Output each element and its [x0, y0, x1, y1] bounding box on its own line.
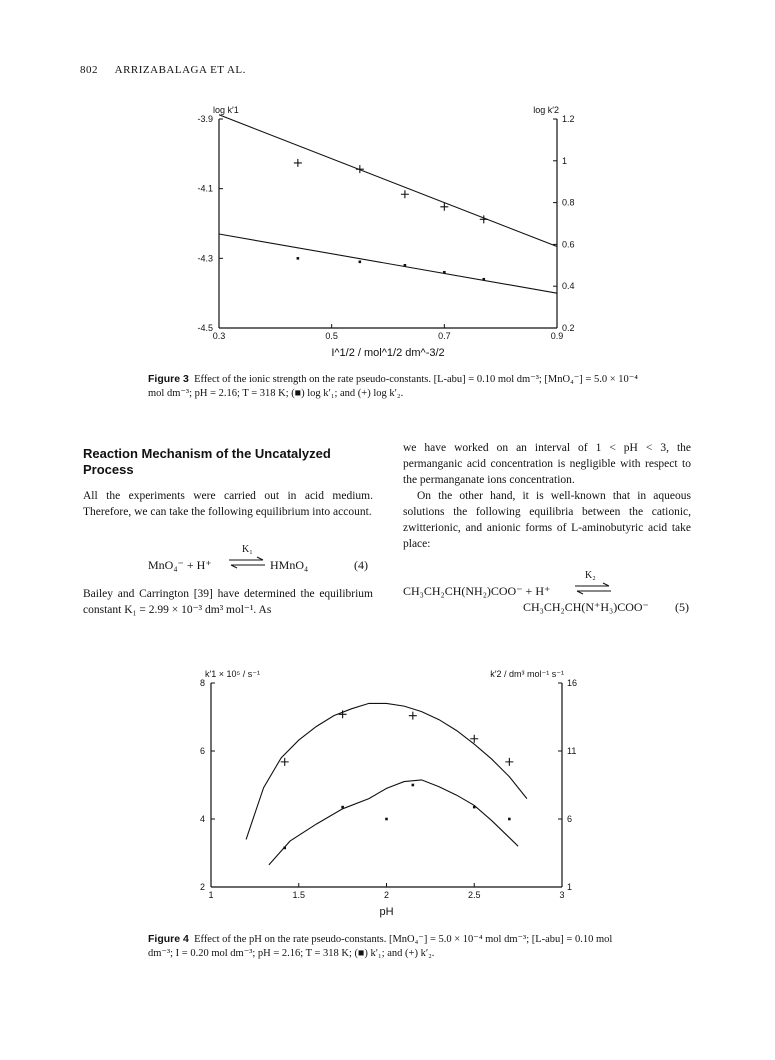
fig4-y-right-tick-label: 11: [567, 746, 577, 756]
running-title: ARRIZABALAGA ET AL.: [114, 64, 246, 76]
fig4-x-tick-label: 1.5: [292, 890, 306, 900]
fig4-k1-line: [269, 780, 518, 865]
figure-4-axes: [211, 683, 562, 887]
figure-3-chart: [0, 0, 775, 370]
figure-3-caption-text: Effect of the ionic strength on the rate pseudo-constants. [L-abu] = 0.10 mol dm⁻³; [MnO₄⁻] = 5.0 × 10⁻⁴ mol dm⁻³; pH = 2.16; T = 318 K; (■) log k′₁; and (+) log k′₂.: [148, 374, 638, 399]
equation-4-rhs: HMnO₄: [270, 558, 309, 572]
fig4-k1-point: [385, 818, 388, 821]
equation-5-number: (5): [675, 600, 689, 614]
fig3-k2-point: [356, 165, 364, 173]
fig3-k1-point: [297, 257, 300, 260]
fig3-y-right-tick-label: 0.6: [562, 239, 575, 250]
equation-5-rhs: CH₃CH₂CH(N⁺H₃)COO⁻: [523, 600, 649, 614]
fig4-y-left-label: k′1 × 10⁵ / s⁻¹: [205, 669, 260, 679]
fig4-k2-point: [409, 712, 417, 720]
paragraph-2: Bailey and Carrington [39] have determined the equilibrium constant K₁ = 2.99 × 10⁻³ dm³ mol⁻¹. As: [83, 588, 373, 616]
fig4-y-left-tick-label: 4: [199, 814, 205, 824]
fig4-y-right-tick-label: 16: [567, 678, 578, 688]
fig3-k1-point: [443, 271, 446, 274]
figure-4-labels: [200, 669, 577, 918]
fig4-k2-point: [281, 758, 289, 766]
figure-4-caption-label: Figure 4: [148, 933, 189, 945]
fig3-x-tick-label: 0.9: [550, 331, 564, 341]
fig4-x-tick-label: 3: [559, 890, 565, 900]
fig4-k1-point: [412, 784, 415, 787]
figure-3-caption-label: Figure 3: [148, 373, 189, 385]
fig4-y-right-tick-label: 1: [567, 882, 573, 892]
figure-4-chart: [0, 650, 775, 930]
figure-3-marks: [219, 115, 557, 293]
fig3-k2-point: [294, 159, 302, 167]
fig4-y-right-label: k′2 / dm³ mol⁻¹ s⁻¹: [490, 669, 564, 679]
fig4-x-axis-label: pH: [379, 906, 394, 918]
figure-3-labels: [197, 105, 574, 359]
fig3-x-tick-label: 0.5: [325, 331, 338, 341]
equation-4: [148, 546, 380, 580]
fig3-y-right-label: log k′2: [533, 105, 559, 115]
equilibrium-arrow-icon: [573, 582, 613, 596]
fig4-k1-point: [341, 806, 344, 809]
fig3-x-tick-label: 0.7: [438, 331, 451, 341]
equilibrium-arrow-icon: [227, 556, 267, 570]
fig3-y-left-label: log k′1: [213, 105, 239, 115]
fig3-k1-point: [359, 261, 362, 264]
paragraph-4: On the other hand, it is well-known that in aqueous solutions the following equilibria between the cationic, zwitterionic, and anionic forms of L-aminobutyric acid take place:: [403, 490, 691, 550]
fig3-y-right-tick-label: 1.2: [562, 114, 575, 124]
fig3-y-right-tick-label: 0.2: [562, 323, 575, 333]
fig3-y-right-tick-label: 0.8: [562, 197, 575, 208]
fig4-y-left-tick-label: 8: [199, 678, 205, 688]
figure-3-axes: [219, 119, 557, 328]
equation-4-lhs: MnO₄⁻ + H⁺: [148, 558, 212, 572]
fig4-x-tick-label: 2: [383, 890, 390, 900]
figure-4-caption-text: Effect of the pH on the rate pseudo-constants. [MnO₄⁻] = 5.0 × 10⁻⁴ mol dm⁻³; [L-abu] = 0.10 mol dm⁻³; I = 0.20 mol dm⁻³; pH = 2.16; T = 318 K; (■) k′₁; and (+) k′₂.: [148, 934, 613, 959]
page-number: 802: [80, 64, 98, 76]
equation-5: [403, 570, 693, 616]
fig4-x-tick-label: 2.5: [467, 890, 481, 900]
equation-4-number: (4): [354, 558, 368, 572]
fig3-k1-line: [219, 234, 557, 293]
fig3-y-left-tick-label: -4.3: [197, 253, 213, 264]
paragraph-3: we have worked on an interval of 1 < pH < 3, the permanganic acid concentration is negligible with respect to the permanganate ions concentration.: [403, 442, 691, 486]
fig4-k2-point: [505, 758, 513, 766]
fig3-y-right-tick-label: 1: [562, 155, 568, 166]
fig4-y-left-tick-label: 2: [199, 882, 205, 892]
fig3-k2-point: [401, 190, 409, 198]
fig4-k1-point: [508, 818, 511, 821]
figure-4-marks: [246, 703, 527, 865]
fig4-y-right-tick-label: 6: [567, 814, 573, 824]
figure-3-caption: [148, 372, 638, 401]
section-heading: Reaction Mechanism of the Uncatalyzed Process: [83, 446, 331, 477]
fig3-y-right-tick-label: 0.4: [562, 281, 575, 292]
fig3-x-axis-label: I^1/2 / mol^1/2 dm^-3/2: [331, 347, 445, 359]
fig3-y-left-tick-label: -3.9: [197, 114, 213, 124]
figure-4-caption: [148, 932, 638, 961]
paragraph-1: All the experiments were carried out in acid medium. Therefore, we can take the following equilibrium into account.: [83, 490, 373, 518]
fig4-y-left-tick-label: 6: [199, 746, 205, 756]
equation-5-constant: K₂: [585, 570, 596, 581]
fig3-k1-point: [482, 278, 485, 281]
equation-5-lhs: CH₃CH₂CH(NH₂)COO⁻ + H⁺: [403, 584, 551, 598]
equation-4-constant: K₁: [242, 544, 253, 555]
fig3-y-left-tick-label: -4.5: [197, 323, 213, 333]
fig4-x-tick-label: 1: [208, 890, 214, 900]
fig3-k2-line: [219, 115, 557, 247]
fig3-y-left-tick-label: -4.1: [197, 183, 213, 194]
fig4-k1-point: [473, 806, 476, 809]
fig3-k1-point: [404, 264, 407, 267]
fig3-x-tick-label: 0.3: [212, 331, 226, 341]
fig4-k1-point: [283, 847, 286, 850]
